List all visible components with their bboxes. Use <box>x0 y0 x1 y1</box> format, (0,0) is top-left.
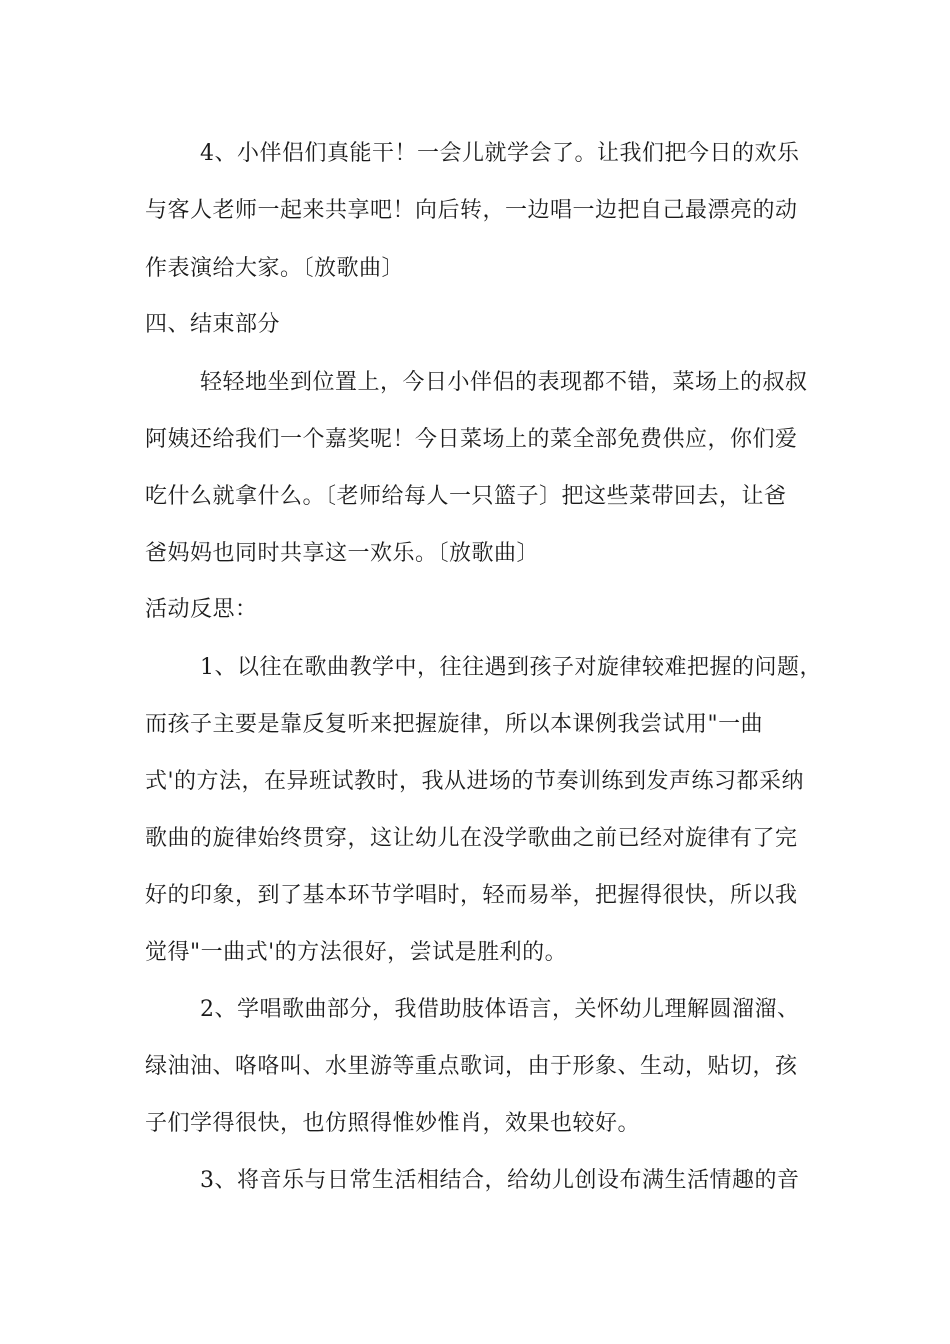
paragraph-line: 作表演给大家。〔放歌曲〕 <box>145 256 405 281</box>
paragraph-line: 子们学得很快，也仿照得惟妙惟肖，效果也较好。 <box>145 1111 641 1136</box>
paragraph-line: 式'的方法，在异班试教时，我从进场的节奏训练到发声练习都采纳 <box>145 769 805 794</box>
paragraph-line: 1、以往在歌曲教学中，往往遇到孩子对旋律较难把握的问题， <box>200 655 822 680</box>
paragraph-line: 3、将音乐与日常生活相结合，给幼儿创设布满生活情趣的音 <box>200 1168 800 1193</box>
paragraph-line: 阿姨还给我们一个嘉奖呢！今日菜场上的菜全部免费供应，你们爱 <box>145 427 798 452</box>
paragraph-line: 轻轻地坐到位置上，今日小伴侣的表现都不错，菜场上的叔叔 <box>200 370 808 395</box>
paragraph-line: 绿油油、咯咯叫、水里游等重点歌词，由于形象、生动，贴切，孩 <box>145 1054 798 1079</box>
paragraph-line: 觉得"一曲式'的方法很好，尝试是胜利的。 <box>145 940 568 965</box>
section-heading: 四、结束部分 <box>145 312 281 337</box>
paragraph-line: 歌曲的旋律始终贯穿，这让幼儿在没学歌曲之前已经对旋律有了完 <box>145 826 798 851</box>
paragraph-line: 爸妈妈也同时共享这一欢乐。〔放歌曲〕 <box>145 541 540 566</box>
section-heading: 活动反思： <box>145 597 258 622</box>
paragraph-line: 2、学唱歌曲部分，我借助肢体语言，关怀幼儿理解圆溜溜、 <box>200 997 800 1022</box>
paragraph-line: 与客人老师一起来共享吧！向后转，一边唱一边把自己最漂亮的动 <box>145 198 798 223</box>
paragraph-line: 而孩子主要是靠反复听来把握旋律，所以本课例我尝试用"一曲 <box>145 712 764 737</box>
paragraph-line: 吃什么就拿什么。〔老师给每人一只篮子〕把这些菜带回去，让爸 <box>145 484 787 509</box>
paragraph-line: 4、小伴侣们真能干！一会儿就学会了。让我们把今日的欢乐 <box>200 141 800 166</box>
paragraph-line: 好的印象，到了基本环节学唱时，轻而易举，把握得很快，所以我 <box>145 883 798 908</box>
